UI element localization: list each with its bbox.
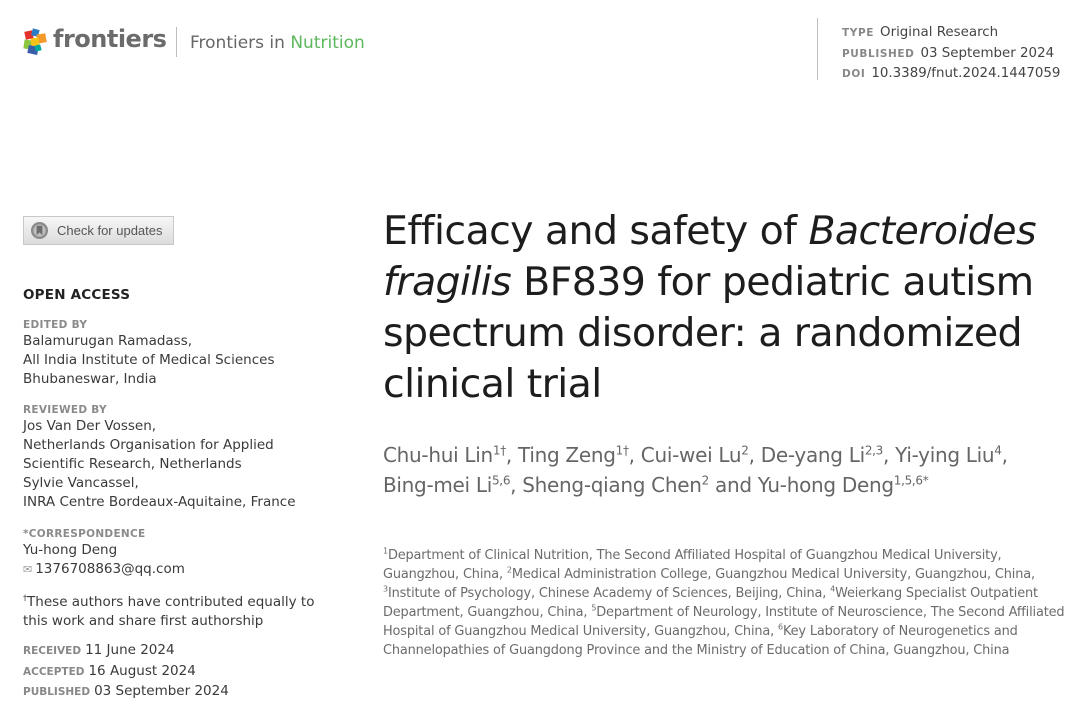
meta-type (842, 23, 1060, 44)
equal-note-line2: this work and share first authorship (23, 613, 264, 629)
check-for-updates-label: Check for updates (57, 223, 163, 238)
date-published (23, 682, 333, 703)
correspondence-label: *CORRESPONDENCE (23, 528, 146, 540)
date-label: RECEIVED (23, 645, 82, 657)
meta-type-label: TYPE (842, 27, 875, 39)
open-access-label: OPEN ACCESS (23, 287, 131, 303)
date-value: 03 September 2024 (94, 683, 229, 699)
correspondence-section (23, 528, 333, 579)
article-title (383, 206, 1063, 410)
meta-published-value: 03 September 2024 (920, 45, 1055, 61)
affil-text: Medical Administration College, Guangzhou Medical University, Guangzhou, China, (511, 567, 1035, 582)
affil-number: 1 (383, 546, 388, 556)
title-species-genus: Bacteroides (808, 208, 1036, 254)
affil-number: 4 (830, 584, 836, 594)
author-list (383, 441, 1043, 500)
dates-section (23, 641, 333, 703)
meta-doi-value[interactable]: 10.3389/fnut.2024.1447059 (871, 66, 1061, 81)
bookmark-circle-icon (30, 221, 49, 240)
date-label: PUBLISHED (23, 686, 91, 698)
author-sep: , (505, 443, 519, 467)
author-sep: , (510, 472, 523, 497)
reviewed-by-label: REVIEWED BY (23, 404, 107, 416)
meta-published-label: PUBLISHED (842, 47, 915, 60)
brand-wordmark[interactable]: frontiers (53, 25, 167, 53)
author[interactable]: Yu-hong Deng$^{1,5,6*}$ (757, 472, 929, 497)
date-accepted (23, 662, 333, 683)
affil-number: 6 (778, 622, 783, 632)
equal-note-text: These authors have contributed equally to (27, 594, 315, 610)
affiliations (383, 546, 1073, 660)
affil-text: Institute of Psychology, Chinese Academy of Sciences, Beijing, China, (387, 586, 831, 601)
author-sep: and (708, 472, 758, 497)
equal-note-line1 (23, 593, 333, 612)
frontiers-logo-icon (23, 28, 49, 56)
reviewer-line: Scientific Research, Netherlands (23, 456, 242, 472)
journal-prefix: Frontiers in (190, 33, 285, 53)
author[interactable]: Yi-ying Liu$^4$ (895, 443, 1002, 467)
date-value: 11 June 2024 (85, 642, 175, 658)
title-text: BF839 for pediatric autism spectrum disorder: a randomized clinical trial (383, 259, 1034, 407)
author[interactable]: Sheng-qiang Chen$^2$ (522, 472, 709, 497)
affil-text: Key Laboratory of Neurogenetics and Channelopathies of Guangdong Province and the Ministry of Education of China, Guangzhou, China (383, 624, 1018, 658)
author[interactable]: De-yang Li$^{2,3}$ (760, 443, 884, 467)
author-sep: , (748, 443, 761, 467)
affil-number: 5 (591, 603, 597, 613)
author-sep: , (883, 443, 896, 467)
date-value: 16 August 2024 (88, 662, 196, 679)
article-meta (817, 18, 1060, 80)
date-label: ACCEPTED (23, 665, 85, 678)
reviewed-by-section (23, 404, 333, 512)
title-species-name: fragilis (383, 259, 512, 305)
author[interactable]: Ting Zeng$^{1\dagger}$ (518, 443, 629, 467)
equal-contribution-note (23, 593, 333, 631)
meta-published (842, 44, 1060, 65)
edited-by-label: EDITED BY (23, 319, 88, 331)
editor-affiliation: All India Institute of Medical Sciences (23, 352, 275, 368)
meta-doi (842, 64, 1060, 85)
affil-number: 3 (383, 584, 388, 594)
reviewer-line: Netherlands Organisation for Applied (23, 437, 274, 453)
envelope-icon: ✉ (23, 563, 33, 576)
journal-name[interactable] (190, 33, 365, 53)
meta-doi-label: DOI (842, 68, 866, 80)
reviewer-line: Jos Van Der Vossen, (23, 418, 157, 434)
journal-accent: Nutrition (290, 33, 365, 53)
editor-location: Bhubaneswar, India (23, 371, 157, 387)
title-text: Efficacy and safety of (383, 208, 809, 254)
edited-by-section (23, 319, 333, 389)
author[interactable]: Cui-wei Lu$^2$ (640, 443, 749, 467)
header-divider (176, 27, 177, 57)
author[interactable]: Bing-mei Li$^{5,6}$ (383, 472, 511, 497)
dagger-mark: † (23, 592, 28, 603)
correspondence-name: Yu-hong Deng (23, 542, 118, 558)
affil-text: Weierkang Specialist Outpatient Department, Guangzhou, China, (383, 586, 1038, 620)
reviewer-line: Sylvie Vancassel, (23, 475, 139, 491)
affil-number: 2 (506, 565, 512, 575)
reviewer-line: INRA Centre Bordeaux-Aquitaine, France (23, 494, 296, 510)
date-received (23, 641, 333, 662)
affil-text: Department of Clinical Nutrition, The Second Affiliated Hospital of Guangzhou Medical University, Guangzhou, China, (383, 548, 1002, 582)
meta-type-value: Original Research (880, 25, 999, 40)
author[interactable]: Chu-hui Lin$^{1\dagger}$ (383, 443, 506, 467)
author-sep: , (1001, 443, 1008, 467)
editor-name: Balamurugan Ramadass, (23, 333, 193, 349)
correspondence-email[interactable]: 1376708863@qq.com (35, 561, 185, 577)
affil-text: Department of Neurology, Institute of Neuroscience, The Second Affiliated Hospital of Guangzhou Medical University, Guangzhou, China, (383, 605, 1065, 639)
author-sep: , (628, 443, 641, 467)
correspondence-email-row[interactable] (23, 560, 333, 579)
check-for-updates-button[interactable] (23, 216, 174, 245)
